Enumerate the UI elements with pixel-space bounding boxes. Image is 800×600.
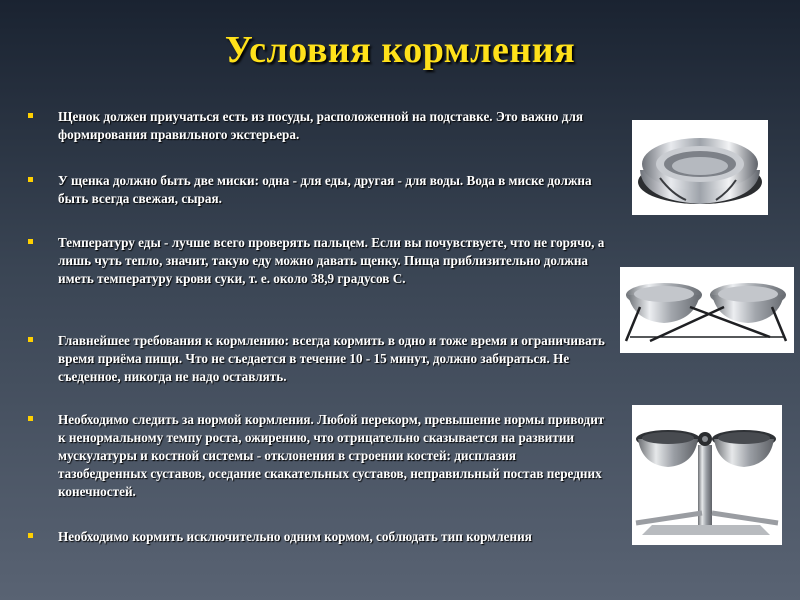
double-bowl-image [620, 267, 794, 353]
bullet-marker-icon [28, 177, 33, 182]
bowl-photo-double-wire [620, 267, 794, 353]
stand-bowl-image [632, 405, 782, 545]
bullet-marker-icon [28, 113, 33, 118]
bullet-marker-icon [28, 533, 33, 538]
bullet-text: Необходимо кормить исключительно одним кормом, соблюдать тип кормления [58, 529, 532, 544]
bowl-photo-single [632, 120, 768, 215]
bullet-text: У щенка должно быть две миски: одна - для еды, другая - для воды. Вода в миске должна быть всегда свежая, сырая. [58, 173, 592, 206]
bullet-text: Главнейшее требования к кормлению: всегда кормить в одно и тоже время и ограничивать время приёма пищи. Что не съедается в течение 10 - 15 минут, должно забираться. Не съеденное, никогда не надо оставлять. [58, 333, 605, 384]
bowl-photo-adjustable-stand [632, 405, 782, 545]
bullet-text: Температуру еды - лучше всего проверять пальцем. Если вы почувствуете, что не горячо, а лишь чуть тепло, значит, такую еду можно давать щенку. Пища приблизительно должна иметь температуру крови суки, т. е. около 38,9 градусов С. [58, 235, 605, 286]
bowl-image [632, 120, 768, 215]
bullet-marker-icon [28, 416, 33, 421]
bullet-text: Щенок должен приучаться есть из посуды, расположенной на подставке. Это важно для формирования правильного экстерьера. [58, 109, 583, 142]
bullet-text: Необходимо следить за нормой кормления. Любой перекорм, превышение нормы приводит к ненормальному темпу роста, ожирению, что отрицательно сказывается на развитии мускулатуры и костной системы - отклонения в строении костей: дисплазия тазобедренных суставов, оседание скакательных суставов, неправильный постав передних конечностей. [58, 412, 605, 499]
slide-title: Условия кормления [224, 29, 576, 71]
bullet-marker-icon [28, 337, 33, 342]
bullet-marker-icon [28, 239, 33, 244]
